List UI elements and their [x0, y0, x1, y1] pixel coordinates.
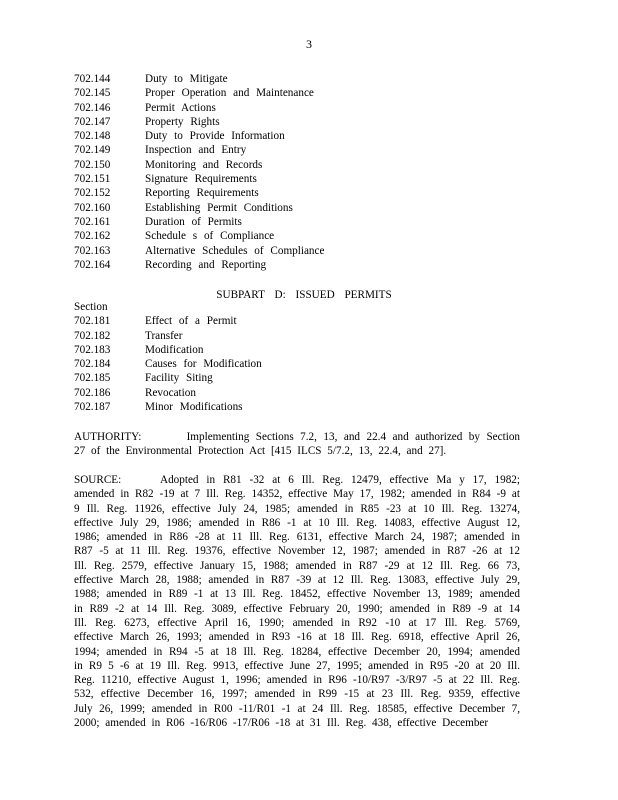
source-paragraph	[74, 473, 520, 730]
section-title: Recording and Reporting	[145, 258, 267, 271]
section-entry	[74, 72, 544, 86]
section-number: 702.151	[74, 173, 111, 186]
section-entry	[74, 101, 544, 115]
section-title: Duty to Provide Information	[145, 130, 285, 143]
source-label: SOURCE:	[74, 474, 122, 486]
section-list	[74, 72, 544, 272]
section-title: Causes for Modification	[145, 358, 262, 371]
section-entry	[74, 229, 544, 243]
section-entry	[74, 314, 544, 328]
section-entry	[74, 258, 544, 272]
subpart-heading: SUBPART D: ISSUED PERMITS	[216, 289, 392, 301]
section-number: 702.187	[74, 401, 111, 414]
section-entry	[74, 129, 544, 143]
section-number: 702.148	[74, 130, 111, 143]
section-title: Establishing Permit Conditions	[145, 201, 293, 214]
section-entry	[74, 172, 544, 186]
section-title: Modification	[145, 343, 204, 356]
page-number: 3	[306, 37, 312, 51]
section-title: Monitoring and Records	[145, 158, 263, 171]
authority-text: Implementing Sections 7.2, 13, and 22.4 and authorized by Section 27 of the Environmental Protection Act [415 ILCS 5/7.2, 13, 22.4, and 27].	[74, 431, 521, 458]
section-number: 702.183	[74, 343, 111, 356]
section-entry	[74, 343, 544, 357]
section-entry	[74, 329, 544, 343]
section-column-label: Section	[74, 301, 108, 313]
section-number: 702.146	[74, 101, 111, 114]
section-number: 702.145	[74, 87, 111, 100]
section-number: 702.149	[74, 144, 111, 157]
section-title: Minor Modifications	[145, 401, 243, 414]
section-number: 702.185	[74, 372, 111, 385]
section-title: Facility Siting	[145, 372, 213, 385]
section-number: 702.144	[74, 73, 111, 85]
section-entry	[74, 201, 544, 215]
section-entry	[74, 386, 544, 400]
section-number: 702.147	[74, 115, 111, 128]
section-entry	[74, 115, 544, 129]
section-title: Reporting Requirements	[145, 187, 259, 200]
section-title: Duration of Permits	[145, 215, 242, 228]
section-number: 702.161	[74, 215, 111, 228]
section-entry	[74, 158, 544, 172]
section-title: Inspection and Entry	[145, 144, 247, 157]
section-title: Schedule s of Compliance	[145, 230, 275, 243]
section-entry	[74, 371, 544, 385]
section-number: 702.164	[74, 258, 111, 271]
section-entry	[74, 186, 544, 200]
section-title: Permit Actions	[145, 101, 216, 114]
source-text: Adopted in R81 -32 at 6 Ill. Reg. 12479, effective Ma y 17, 1982; amended in R82 -19 at 7 Ill. Reg. 14352, effective May 17, 1982; amended in R84 -9 at 9 Ill. Reg. 11926, effective July 24, 1985; amended in R85 -23 at 10 Ill. Reg. 13274, effective July 29, 1986; amended in R86 -1 at 10 Ill. Reg. 14083, effective August 12, 1986; amended in R86 -28 at 11 Ill. Reg. 6131, effective March 24, 1987; amended in R87 -5 at 11 Ill. Reg. 19376, effective November 12, 1987; amended in R87 -26 at 12 Ill. Reg. 2579, effective January 15, 1988; amended in R87 -29 at 12 Ill. Reg. 66 73, effective March 28, 1988; amended in R87 -39 at 12 Ill. Reg. 13083, effective July 29, 1988; amended in R89 -1 at 13 Ill. Reg. 18452, effective November 13, 1989; amended in R89 -2 at 14 Ill. Reg. 3089, effective February 20, 1990; amended in R89 -9 at 14 Ill. Reg. 6273, effective April 16, 1990; amended in R92 -10 at 17 Ill. Reg. 5769, effective March 26, 1993; amended in R93 -16 at 18 Ill. Reg. 6918, effective April 26, 1994; amended in R94 -5 at 18 Ill. Reg. 18284, effective December 20, 1994; amended in R9 5 -6 at 19 Ill. Reg. 9913, effective June 27, 1995; amended in R95 -20 at 20 Ill. Reg. 11210, effective August 1, 1996; amended in R96 -10/R97 -3/R97 -5 at 22 Ill. Reg. 532, effective December 16, 1997; amended in R99 -15 at 23 Ill. Reg. 9359, effective July 26, 1999; amended in R00 -11/R01 -1 at 24 Ill. Reg. 18585, effective December 7, 2000; amended in R06 -16/R06 -17/R06 -18 at 31 Ill. Reg. 438, effective December	[74, 474, 520, 730]
section-number: 702.186	[74, 386, 111, 399]
section-entry	[74, 400, 544, 414]
section-entry	[74, 215, 544, 229]
section-title: Alternative Schedules of Compliance	[145, 244, 325, 257]
section-title: Signature Requirements	[145, 173, 257, 186]
section-number: 702.160	[74, 201, 111, 214]
section-number: 702.152	[74, 187, 111, 200]
section-title: Effect of a Permit	[145, 315, 237, 328]
section-number: 702.162	[74, 230, 111, 243]
section-number: 702.184	[74, 358, 111, 371]
subpart-section-list	[74, 300, 544, 414]
authority-label: AUTHORITY:	[74, 431, 142, 443]
section-number: 702.182	[74, 329, 111, 342]
section-number: 702.150	[74, 158, 111, 171]
section-title: Transfer	[145, 329, 183, 342]
section-number: 702.163	[74, 244, 111, 257]
section-title: Revocation	[145, 386, 196, 399]
section-title: Proper Operation and Maintenance	[145, 87, 314, 100]
section-title: Property Rights	[145, 115, 220, 128]
section-title: Duty to Mitigate	[145, 73, 228, 85]
section-entry	[74, 143, 544, 157]
section-entry	[74, 244, 544, 258]
section-number: 702.181	[74, 315, 111, 328]
authority-paragraph	[74, 430, 520, 459]
section-entry	[74, 357, 544, 371]
section-entry	[74, 86, 544, 100]
